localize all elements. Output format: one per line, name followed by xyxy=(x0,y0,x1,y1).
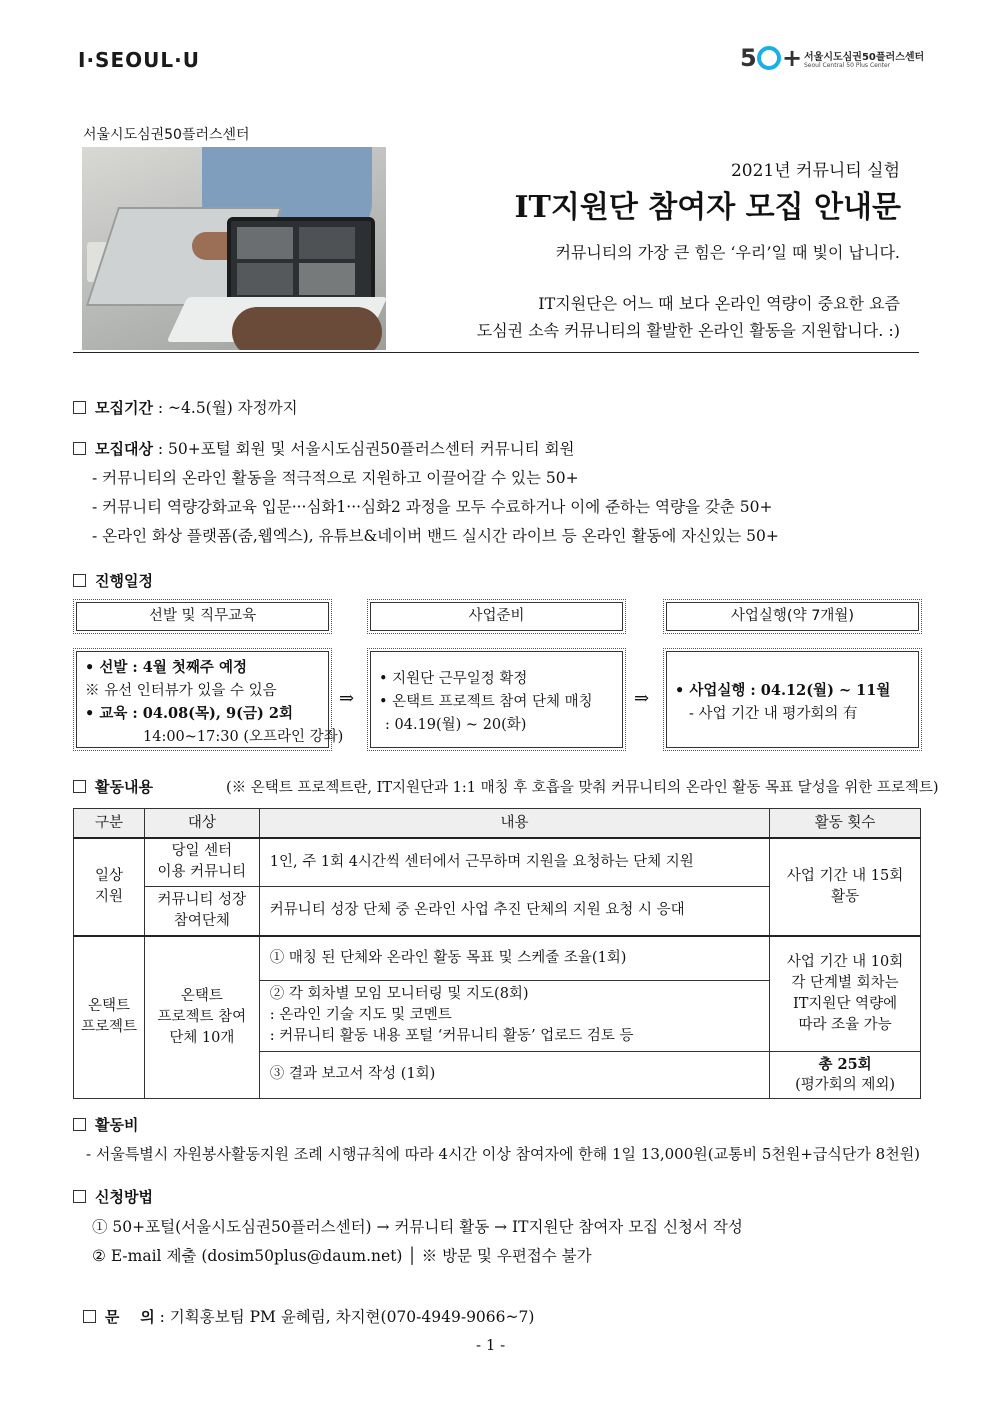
target-item: - 온라인 화상 플랫폼(줌,웹엑스), 유튜브&네이버 밴드 실시간 라이브 등 온라인 활동에 자신있는 50+ xyxy=(92,527,779,545)
hero-photo xyxy=(82,147,386,350)
stage2-line: • 지원단 근무일정 확정 xyxy=(379,671,528,687)
stage-selection: 선발 및 직무교육 xyxy=(76,602,329,631)
target-cell: 당일 센터 이용 커뮤니티 xyxy=(144,838,259,886)
section-period: 모집기간 : ~4.5(월) 자정까지 xyxy=(73,396,298,418)
apply-step-2: ② E-mail 제출 (dosim50plus@daum.net) │ ※ 방문 및 우편접수 불가 xyxy=(92,1247,592,1265)
stage1-line: • 선발 : 4월 첫째주 예정 xyxy=(85,659,248,676)
sub-title: 2021년 커뮤니티 실험 xyxy=(730,161,900,181)
stage3-line: • 사업실행 : 04.12(월) ~ 11월 xyxy=(675,682,891,699)
group-daily: 일상 지원 xyxy=(74,838,145,936)
content-cell: 1인, 주 1회 4시간씩 센터에서 근무하며 지원을 요청하는 단체 지원 xyxy=(259,838,769,886)
intro-line-1: IT지원단은 어느 때 보다 온라인 역량이 중요한 요즘 xyxy=(538,294,900,313)
iseoulu-logo: I·SEOUL·U xyxy=(78,48,200,72)
stage1-details xyxy=(76,651,344,748)
stage2-line: • 온택트 프로젝트 참여 단체 매칭 xyxy=(379,694,593,710)
count-cell: 사업 기간 내 15회 활동 xyxy=(770,838,921,936)
content-line: ② 각 회차별 모임 모니터링 및 지도(8회) xyxy=(269,986,529,1002)
target-item: - 커뮤니티의 온라인 활동을 적극적으로 지원하고 이끌어갈 수 있는 50+ xyxy=(92,469,579,487)
activity-note: (※ 온택트 프로젝트란, IT지원단과 1:1 매칭 후 호흡을 맞춰 커뮤니티의 온라인 활동 목표 달성을 위한 프로젝트) xyxy=(226,780,939,796)
checkbox-icon xyxy=(73,1190,86,1203)
content-cell: ③ 결과 보고서 작성 (1회) xyxy=(259,1051,769,1098)
logo-korean-name: 서울시도심권50플러스센터 xyxy=(804,52,925,63)
arrow-icon: ⇒ xyxy=(634,688,650,709)
stage-preparation: 사업준비 xyxy=(370,602,623,631)
header-divider xyxy=(73,352,919,353)
content-cell: ① 매칭 된 단체와 온라인 활동 목표 및 스케줄 조율(1회) xyxy=(259,936,769,980)
section-contact: 문 의 : 기획홍보팀 PM 윤혜림, 차지현(070-4949-9066~7) xyxy=(73,1287,534,1327)
checkbox-icon xyxy=(73,780,86,793)
page-title: IT지원단 참여자 모집 안내문 xyxy=(514,190,901,225)
count-total-cell xyxy=(770,1051,921,1098)
section-schedule: 진행일정 xyxy=(73,570,153,591)
section-activity: 활동내용 xyxy=(73,776,153,797)
checkbox-icon xyxy=(73,574,86,587)
stage3-line: - 사업 기간 내 평가회의 有 xyxy=(689,706,858,722)
content-cell xyxy=(259,980,769,1051)
logo-number: 5 xyxy=(740,44,757,72)
stage2-line: : 04.19(월) ~ 20(화) xyxy=(385,717,527,733)
arrow-icon: ⇒ xyxy=(339,688,355,709)
checkbox-icon xyxy=(73,1118,86,1131)
seoul50plus-logo xyxy=(740,42,930,78)
content-cell: 커뮤니티 성장 단체 중 온라인 사업 추진 단체의 지원 요청 시 응대 xyxy=(259,886,769,936)
logo-ring-icon xyxy=(757,46,781,70)
center-label: 서울시도심권50플러스센터 xyxy=(83,127,250,143)
checkbox-icon xyxy=(83,1310,96,1323)
target-cell: 온택트 프로젝트 참여 단체 10개 xyxy=(144,936,259,1098)
count-cell: 사업 기간 내 10회 각 단계별 회차는 IT지원단 역량에 따라 조율 가능 xyxy=(770,936,921,1051)
activity-table xyxy=(73,808,921,1099)
slogan: 커뮤니티의 가장 큰 힘은 ‘우리’일 때 빛이 납니다. xyxy=(555,243,900,262)
page-number: - 1 - xyxy=(476,1336,506,1354)
header-cell: 구분 xyxy=(74,809,145,839)
fee-text: - 서울특별시 자원봉사활동지원 조례 시행규칙에 따라 4시간 이상 참여자에 한해 1일 13,000원(교통비 5천원+급식단가 8천원) xyxy=(86,1145,921,1163)
header-cell: 대상 xyxy=(144,809,259,839)
header-cell: 내용 xyxy=(259,809,769,839)
checkbox-icon xyxy=(73,442,86,455)
intro-line-2: 도심권 소속 커뮤니티의 활발한 온라인 활동을 지원합니다. :) xyxy=(476,321,900,340)
total-note: (평가회의 제외) xyxy=(795,1076,896,1093)
stage2-details xyxy=(370,651,623,748)
stage-execution: 사업실행(약 7개월) xyxy=(666,602,919,631)
section-apply: 신청방법 xyxy=(73,1186,153,1207)
total-count: 총 25회 xyxy=(818,1055,872,1073)
stage3-details xyxy=(666,651,919,748)
header-cell: 활동 횟수 xyxy=(770,809,921,839)
stage1-line: 14:00~17:30 (오프라인 강좌) xyxy=(143,729,344,745)
section-fee: 활동비 xyxy=(73,1114,138,1135)
stage1-line: ※ 유선 인터뷰가 있을 수 있음 xyxy=(85,683,277,699)
apply-step-1: ① 50+포털(서울시도심권50플러스센터) → 커뮤니티 활동 → IT지원단 참여자 모집 신청서 작성 xyxy=(92,1218,743,1236)
target-item: - 커뮤니티 역량강화교육 입문···심화1···심화2 과정을 모두 수료하거나 이에 준하는 역량을 갖춘 50+ xyxy=(92,498,773,516)
checkbox-icon xyxy=(73,401,86,414)
logo-english-name: Seoul Central 50 Plus Center xyxy=(804,62,891,69)
group-ontact: 온택트 프로젝트 xyxy=(74,936,145,1098)
content-line: : 온라인 기술 지도 및 코멘트 xyxy=(269,1007,452,1023)
section-target: 모집대상 : 50+포털 회원 및 서울시도심권50플러스센터 커뮤니티 회원 xyxy=(73,437,575,459)
logo-plus: + xyxy=(782,44,803,72)
stage1-line: • 교육 : 04.08(목), 9(금) 2회 xyxy=(85,705,293,722)
content-line: : 커뮤니티 활동 내용 포털 ‘커뮤니티 활동’ 업로드 검토 등 xyxy=(269,1028,634,1044)
target-cell: 커뮤니티 성장 참여단체 xyxy=(144,886,259,936)
